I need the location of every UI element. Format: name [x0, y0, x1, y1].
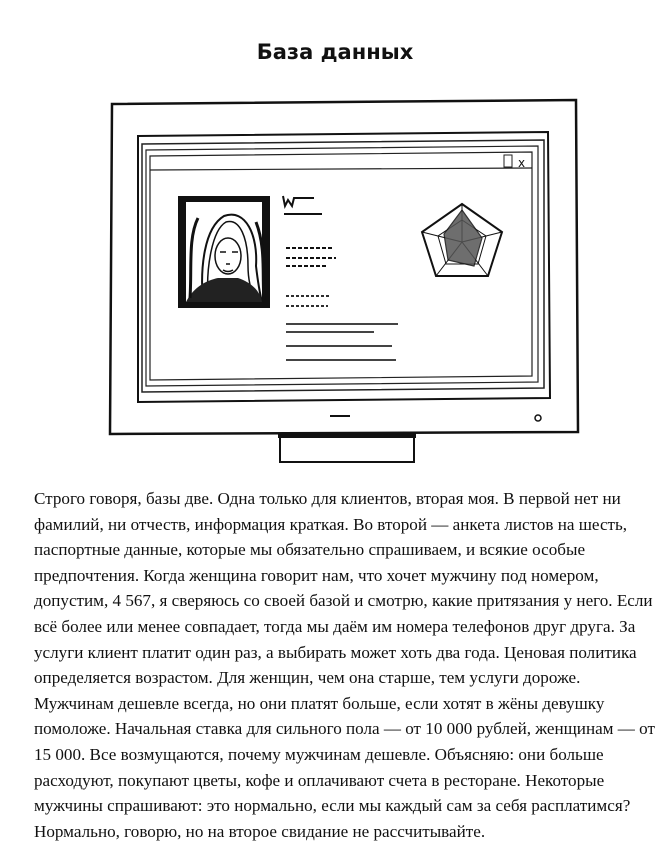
page-title: База данных — [256, 40, 414, 65]
monitor-illustration — [108, 98, 582, 466]
article-paragraph: Строго говоря, базы две. Одна только для клиентов, вторая моя. В первой нет ни фамилий, ни отчеств, информация краткая. Во второй — анкета листов на шесть, паспортные данные, которые мы обязательно спрашиваем, и всякие особые предпочтения. Когда женщина говорит нам, что хочет мужчину под номером, допустим, 4 567, я сверяюсь со своей базой и смотрю, какие притязания у него. Если всё более или менее совпадает, тогда мы даём им номера телефонов друг друга. За услуги клиент платит один раз, а выбирать может хоть два года. Ценовая политика определяется возрастом. Для женщин, чем она старше, тем услуги дороже. Мужчинам дешевле всегда, но они платят больше, если хотят в жёны девушку помоложе. Начальная ставка для сильного пола — от 10 000 рублей, женщинам — от 15 000. Все возмущаются, почему мужчинам дешевле. Объясняю: они больше расходуют, покупают цветы, кофе и оплачивают счета в ресторане. Некоторые мужчины спрашивают: это нормально, если мы каждый сам за себя расплатимся? Нормально, говорю, но на второе свидание не рассчитывайте. — [34, 489, 655, 841]
svg-text:x: x — [518, 156, 526, 170]
